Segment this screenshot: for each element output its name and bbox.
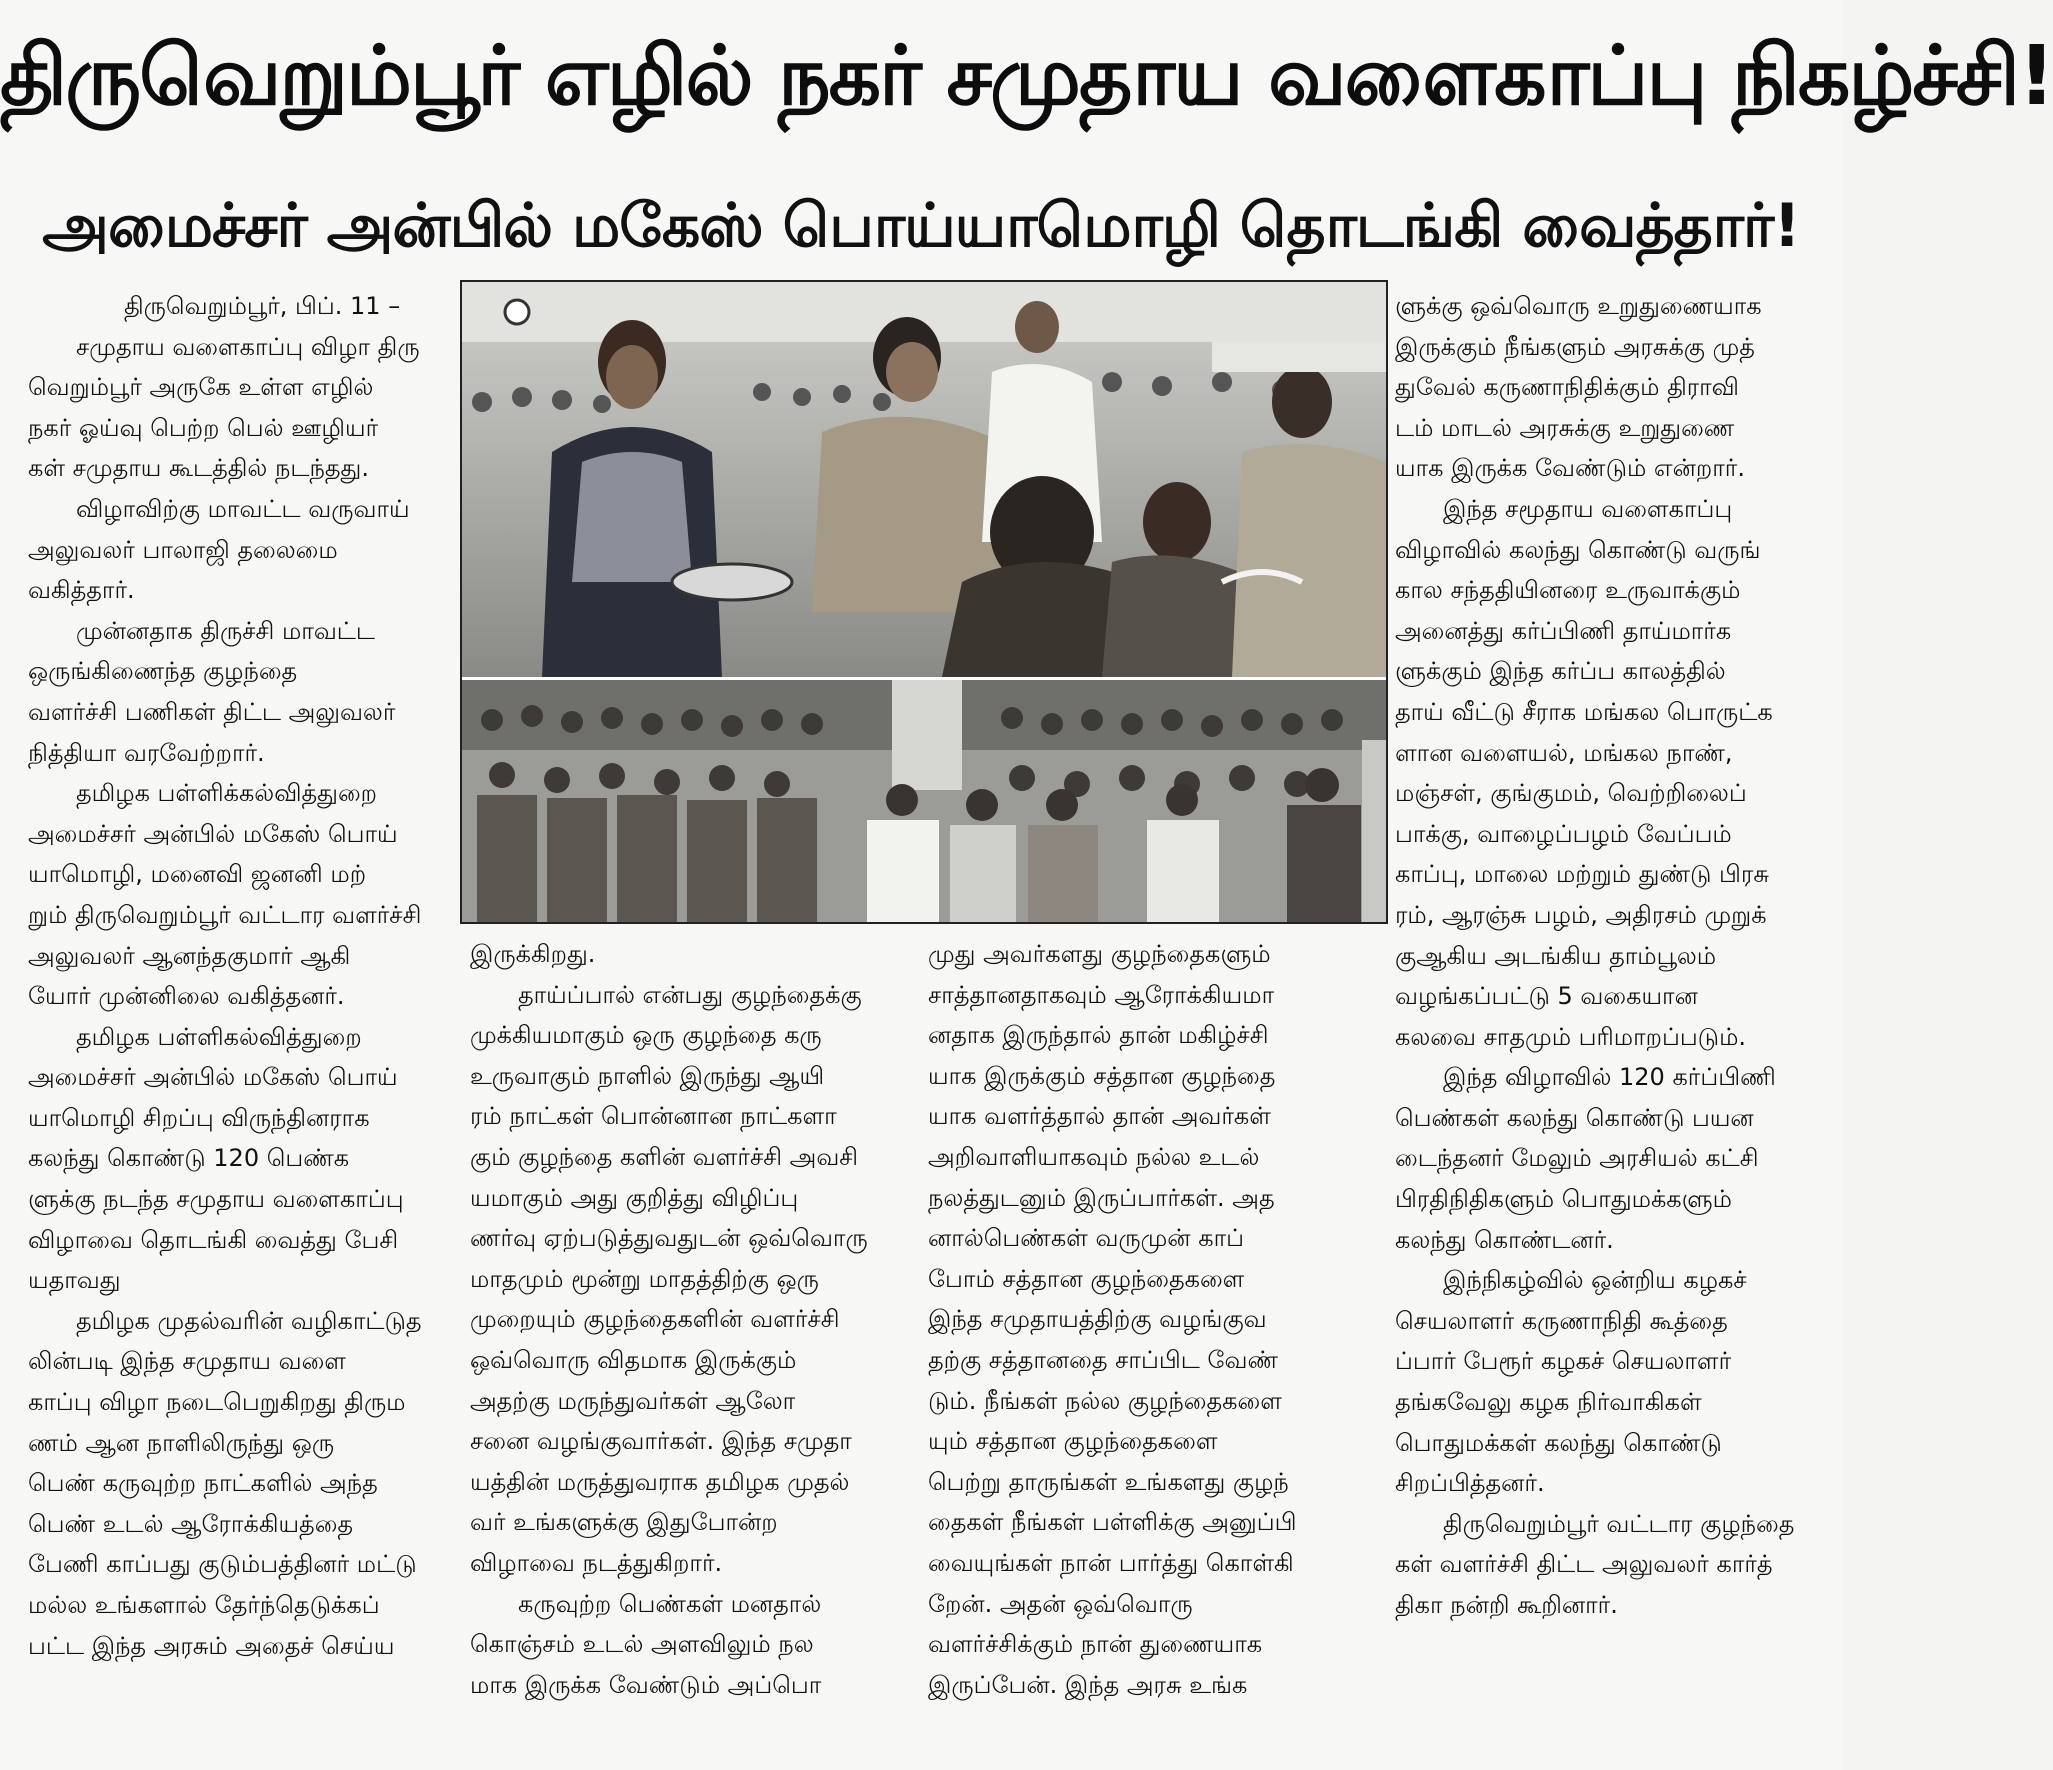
text-line: வளர்ச்சிக்கும் நான் துணையாக — [928, 1630, 1263, 1659]
photo-block — [460, 280, 1388, 924]
text-line: ளுக்கு நடந்த சமுதாய வளைகாப்பு — [28, 1185, 404, 1214]
text-line: பெண்கள் கலந்து கொண்டு பயன — [1395, 1103, 1754, 1132]
text-line: உருவாகும் நாளில் இருந்து ஆயி — [470, 1061, 825, 1090]
text-line: ஒவ்வொரு விதமாக இருக்கும் — [470, 1345, 797, 1374]
text-line: காப்பு விழா நடைபெறுகிறது திரும — [28, 1388, 406, 1417]
text-line: அறிவாளியாகவும் நல்ல உடல் — [928, 1142, 1260, 1171]
text-line: முன்னதாக திருச்சி மாவட்ட — [76, 616, 375, 645]
text-line: மாதமும் மூன்று மாதத்திற்கு ஒரு — [470, 1264, 819, 1293]
text-line: பெற்று தாருங்கள் உங்களது குழந் — [928, 1467, 1289, 1496]
article-column-3 — [928, 934, 1368, 1705]
text-line: திகா நன்றி கூறினார். — [1395, 1591, 1618, 1619]
text-line: பாக்கு, வாழைப்பழம் வேப்பம் — [1395, 819, 1732, 848]
text-line: போம் சத்தான குழந்தைகளை — [928, 1264, 1245, 1293]
text-line: துவேல் கருணாநிதிக்கும் திராவி — [1395, 373, 1739, 402]
text-line: தாய்ப்பால் என்பது குழந்தைக்கு — [518, 980, 862, 1009]
text-line: ளுக்கும் இந்த கர்ப்ப காலத்தில் — [1395, 657, 1726, 686]
text-line: கள் சமுதாய கூடத்தில் நடந்தது. — [28, 454, 369, 483]
text-line: நலத்துடனும் இருப்பார்கள். அத — [928, 1183, 1275, 1212]
text-line: மாக இருக்க வேண்டும் அப்பொ — [470, 1670, 822, 1699]
text-line: இந்நிகழ்வில் ஒன்றிய கழகச் — [1443, 1266, 1747, 1295]
text-line: யாமொழி சிறப்பு விருந்தினராக — [28, 1103, 370, 1132]
text-line: முறையும் குழந்தைகளின் வளர்ச்சி — [470, 1305, 840, 1334]
text-line: கலவை சாதமும் பரிமாறப்படும். — [1395, 1022, 1747, 1051]
text-line: தமிழக முதல்வரின் வழிகாட்டுத — [76, 1306, 422, 1335]
text-line: மல்ல உங்களால் தேர்ந்தெடுக்கப் — [28, 1591, 380, 1619]
text-line: பொதுமக்கள் கலந்து கொண்டு — [1395, 1428, 1722, 1457]
text-line: இருக்கும் நீங்களும் அரசுக்கு முத் — [1395, 332, 1755, 361]
text-line: பெண் உடல் ஆரோக்கியத்தை — [28, 1509, 354, 1538]
text-line: யதாவது — [28, 1266, 121, 1295]
text-line: தங்கவேலு கழக நிர்வாகிகள் — [1395, 1388, 1702, 1417]
dateline: திருவெறும்பூர், பிப். 11 – — [124, 292, 401, 320]
text-line: வையுங்கள் நான் பார்த்து கொள்கி — [928, 1548, 1294, 1577]
text-line: தமிழக பள்ளிகல்வித்துறை — [76, 1022, 362, 1051]
photo-group — [462, 680, 1386, 922]
text-line: ணம் ஆன நாளிலிருந்து ஒரு — [28, 1428, 335, 1457]
photo-ceremony — [462, 282, 1386, 677]
text-line: முக்கியமாகும் ஒரு குழந்தை கரு — [470, 1021, 822, 1050]
text-line: யத்தின் மருத்துவராக தமிழக முதல் — [470, 1467, 850, 1496]
article-column-1 — [28, 286, 448, 1666]
article-column-4 — [1395, 286, 1825, 1626]
text-line: சமுதாய வளைகாப்பு விழா திரு — [76, 332, 420, 361]
text-line: அலுவலர் பாலாஜி தலைமை — [28, 535, 338, 564]
subheadline: அமைச்சர் அன்பில் மகேஸ் பொய்யாமொழி தொடங்கி வைத்தார்! — [42, 191, 1800, 261]
article-column-2 — [470, 934, 910, 1705]
text-line: யும் சத்தான குழந்தைகளை — [928, 1427, 1218, 1456]
text-line: அதற்கு மருந்துவர்கள் ஆலோ — [470, 1386, 796, 1415]
text-line: மஞ்சள், குங்குமம், வெற்றிலைப் — [1395, 779, 1747, 808]
text-line: ஒருங்கிணைந்த குழந்தை — [28, 657, 298, 686]
text-line: விழாவை தொடங்கி வைத்து பேசி — [28, 1225, 399, 1254]
text-line: அமைச்சர் அன்பில் மகேஸ் பொய் — [28, 819, 398, 848]
text-line: னதாக இருந்தால் தான் மகிழ்ச்சி — [928, 1021, 1269, 1050]
text-line: யமாகும் அது குறித்து விழிப்பு — [470, 1183, 799, 1212]
text-line: வளர்ச்சி பணிகள் திட்ட அலுவலர் — [28, 697, 396, 726]
text-line: யோர் முன்னிலை வகித்தனர். — [28, 982, 345, 1011]
text-line: தற்கு சத்தானதை சாப்பிட வேண் — [928, 1345, 1278, 1374]
text-line: அனைத்து கர்ப்பிணி தாய்மார்க — [1395, 616, 1732, 645]
text-line: டைந்தனர் மேலும் அரசியல் கட்சி — [1395, 1144, 1759, 1173]
text-line: கலந்து கொண்டு 120 பெண்க — [28, 1144, 350, 1173]
text-line: பெண் கருவுற்ற நாட்களில் அந்த — [28, 1469, 378, 1498]
text-line: தாய் வீட்டு சீராக மங்கல பொருட்க — [1395, 697, 1773, 726]
text-line: யாக இருக்க வேண்டும் என்றார். — [1395, 454, 1745, 483]
text-line: பட்ட இந்த அரசும் அதைச் செய்ய — [28, 1631, 395, 1660]
text-line: வழங்கப்பட்டு 5 வகையான — [1395, 982, 1698, 1011]
text-line: இந்த சமுதாயத்திற்கு வழங்குவ — [928, 1305, 1267, 1334]
text-line: ப்பார் பேரூர் கழகச் செயலாளர் — [1395, 1347, 1732, 1376]
text-line: வெறும்பூர் அருகே உள்ள எழில் — [28, 373, 374, 402]
text-line: டும். நீங்கள் நல்ல குழந்தைகளை — [928, 1386, 1282, 1415]
text-line: ரம் நாட்கள் பொன்னான நாட்களா — [470, 1102, 837, 1131]
text-line: சிறப்பித்தனர். — [1395, 1469, 1545, 1498]
text-line: தைகள் நீங்கள் பள்ளிக்கு அனுப்பி — [928, 1508, 1297, 1537]
text-line: வர் உங்களுக்கு இதுபோன்ற — [470, 1508, 778, 1537]
text-line: பேணி காப்பது குடும்பத்தினர் மட்டு — [28, 1550, 417, 1579]
text-line: இருக்கிறது. — [470, 940, 596, 968]
text-line: இந்த விழாவில் 120 கர்ப்பிணி — [1443, 1063, 1776, 1092]
text-line: கொஞ்சம் உடல் அளவிலும் நல — [470, 1630, 814, 1659]
text-line: யாக இருக்கும் சத்தான குழந்தை — [928, 1061, 1276, 1090]
text-line: சாத்தானதாகவும் ஆரோக்கியமா — [928, 980, 1275, 1009]
text-line: கும் குழந்தை களின் வளர்ச்சி அவசி — [470, 1142, 859, 1171]
text-line: செயலாளர் கருணாநிதி கூத்தை — [1395, 1306, 1728, 1335]
text-line: சனை வழங்குவார்கள். இந்த சமுதா — [470, 1427, 852, 1456]
text-line: வகித்தார். — [28, 576, 135, 605]
text-line: விழாவிற்கு மாவட்ட வருவாய் — [76, 494, 410, 523]
text-line: விழாவில் கலந்து கொண்டு வருங் — [1395, 535, 1761, 564]
text-line: ளான வளையல், மங்கல நாண், — [1395, 738, 1733, 767]
text-line: கருவுற்ற பெண்கள் மனதால் — [518, 1589, 822, 1618]
text-line: அலுவலர் ஆனந்தகுமார் ஆகி — [28, 941, 351, 970]
text-line: விழாவை நடத்துகிறார். — [470, 1548, 723, 1577]
text-line: ளுக்கு ஒவ்வொரு உறுதுணையாக — [1395, 292, 1762, 320]
text-line: றும் திருவெறும்பூர் வட்டார வளர்ச்சி — [28, 900, 422, 929]
text-line: குஆகிய அடங்கிய தாம்பூலம் — [1395, 941, 1717, 970]
text-line: நகர் ஓய்வு பெற்ற பெல் ஊழியர் — [28, 413, 379, 442]
text-line: காப்பு, மாலை மற்றும் துண்டு பிரசு — [1395, 860, 1769, 889]
text-line: ணர்வு ஏற்படுத்துவதுடன் ஒவ்வொரு — [470, 1224, 868, 1253]
text-line: இந்த சமூதாய வளைகாப்பு — [1443, 494, 1733, 523]
text-line: கள் வளர்ச்சி திட்ட அலுவலர் கார்த் — [1395, 1550, 1773, 1579]
text-line: நித்தியா வரவேற்றார். — [28, 738, 265, 767]
text-line: திருவெறும்பூர் வட்டார குழந்தை — [1443, 1509, 1795, 1538]
text-line: லின்படி இந்த சமுதாய வளை — [28, 1347, 346, 1376]
text-line: பிரதிநிதிகளும் பொதுமக்களும் — [1395, 1185, 1732, 1214]
headline: திருவெறும்பூர் எழில் நகர் சமுதாய வளைகாப்பு நிகழ்ச்சி! — [0, 29, 2053, 124]
text-line: டம் மாடல் அரசுக்கு உறுதுணை — [1395, 413, 1735, 442]
text-line: யாக வளர்த்தால் தான் அவர்கள் — [928, 1102, 1271, 1131]
text-line: இருப்பேன். இந்த அரசு உங்க — [928, 1670, 1248, 1699]
text-line: றேன். அதன் ஒவ்வொரு — [928, 1589, 1193, 1618]
text-line: யாமொழி, மனைவி ஜனனி மற் — [28, 860, 367, 889]
text-line: ரம், ஆரஞ்சு பழம், அதிரசம் முறுக் — [1395, 900, 1767, 929]
text-line: னால்பெண்கள் வருமுன் காப் — [928, 1224, 1244, 1253]
text-line: அமைச்சர் அன்பில் மகேஸ் பொய் — [28, 1063, 398, 1092]
text-line: கலந்து கொண்டனர். — [1395, 1225, 1614, 1254]
text-line: கால சந்ததியினரை உருவாக்கும் — [1395, 576, 1741, 605]
text-line: தமிழக பள்ளிக்கல்வித்துறை — [76, 779, 378, 808]
text-line: முது அவர்களது குழந்தைகளும் — [928, 940, 1271, 968]
